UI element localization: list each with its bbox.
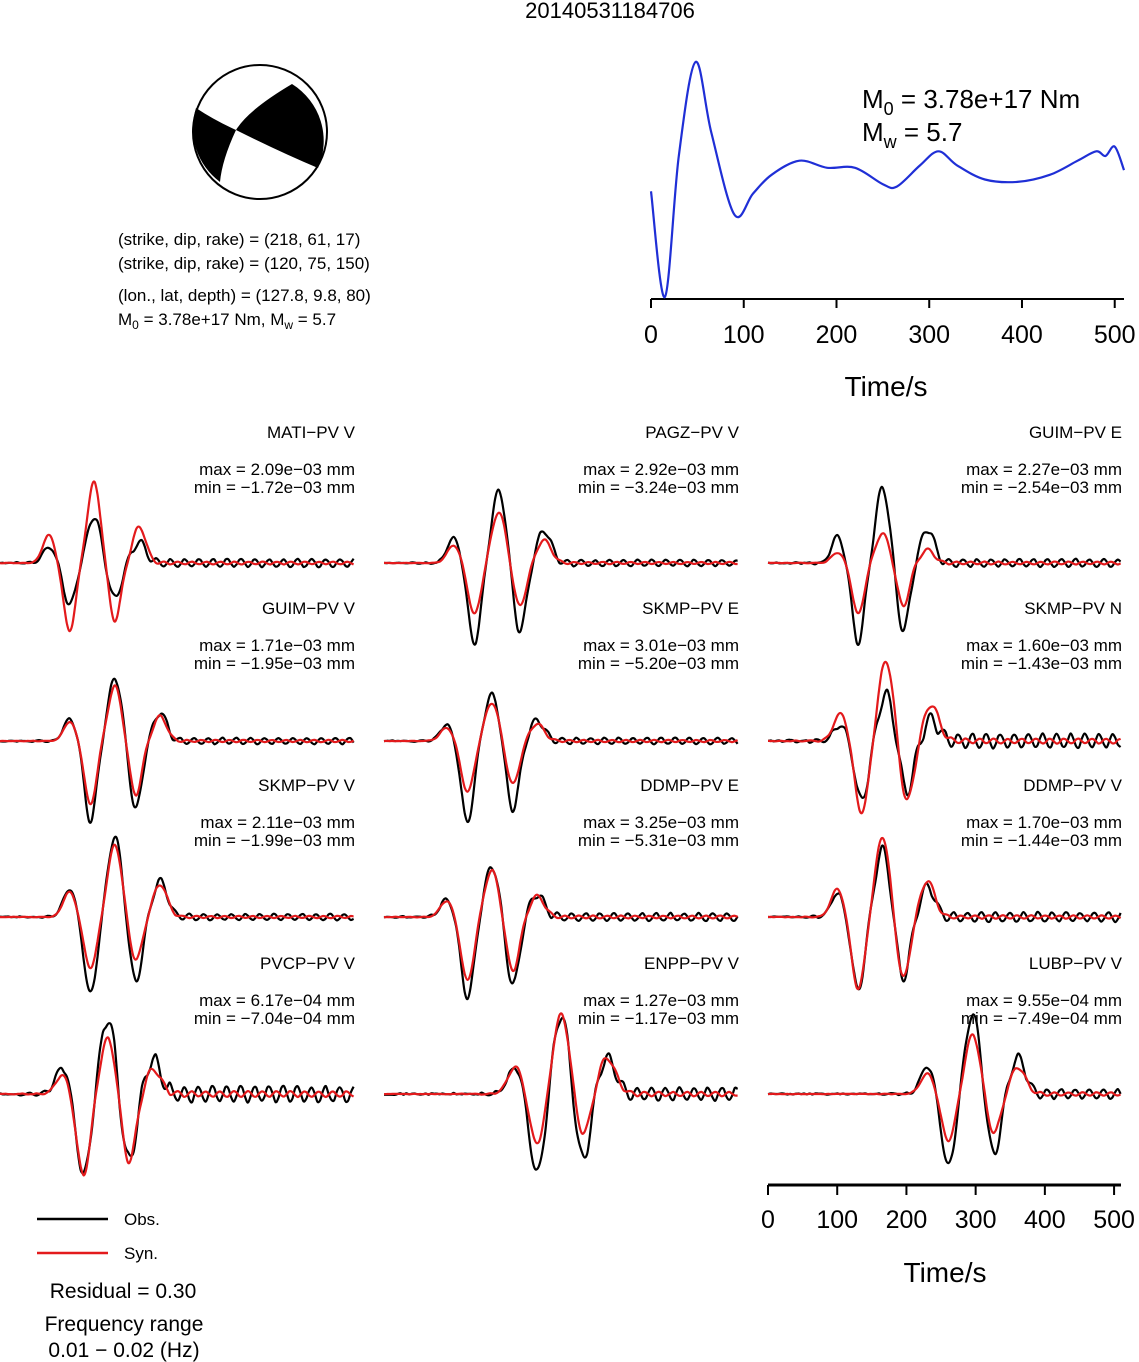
station-label: SKMP−PV E <box>642 599 739 618</box>
station-label: SKMP−PV V <box>258 776 355 795</box>
location-text: (lon., lat, depth) = (127.8, 9.8, 80) <box>118 286 371 305</box>
waveform-panel <box>768 954 1123 1163</box>
observed-trace <box>0 679 354 823</box>
synthetic-trace <box>0 845 354 968</box>
legend-obs-label: Obs. <box>124 1210 160 1229</box>
station-label: GUIM−PV E <box>1028 423 1122 442</box>
stf-moment-label <box>862 84 1080 152</box>
moment-text: $M_0 = 3.78e+17$ Nm, $M_w = 5.7$ <box>118 310 337 332</box>
observed-trace <box>384 490 738 645</box>
observed-trace <box>384 693 738 822</box>
min-label: min = −3.24e−03 mm <box>577 478 739 497</box>
max-label: max = 2.09e−03 mm <box>199 460 355 479</box>
freq-range-title: Frequency range <box>44 1313 204 1336</box>
wave-tick-label: 300 <box>954 1206 997 1234</box>
figure-title: 20140531184706 <box>525 0 695 23</box>
svg-text:Mw = 5.7: $M_w = 5.7$ <box>862 117 963 152</box>
waveform-panels <box>0 423 1123 1175</box>
min-label: min = −7.49e−04 mm <box>960 1009 1122 1028</box>
observed-trace <box>0 1023 354 1173</box>
min-label: min = −1.17e−03 mm <box>577 1009 739 1028</box>
wave-tick-label: 200 <box>885 1206 928 1234</box>
max-label: max = 9.55e−04 mm <box>966 991 1122 1010</box>
max-label: max = 2.27e−03 mm <box>966 460 1122 479</box>
waveform-time-axis <box>761 1185 1135 1288</box>
stf-tick-label: 200 <box>815 321 858 349</box>
max-label: max = 2.92e−03 mm <box>583 460 739 479</box>
synthetic-trace <box>0 1037 354 1175</box>
min-label: min = −7.04e−04 mm <box>193 1009 355 1028</box>
wave-tick-label: 500 <box>1093 1206 1135 1234</box>
station-label: DDMP−PV E <box>640 776 739 795</box>
station-label: ENPP−PV V <box>644 954 739 973</box>
wave-ticks <box>761 1185 1135 1234</box>
station-label: PVCP−PV V <box>260 954 355 973</box>
waveform-panel <box>0 954 356 1175</box>
min-label: min = −1.43e−03 mm <box>960 654 1122 673</box>
max-label: max = 1.27e−03 mm <box>583 991 739 1010</box>
max-label: max = 1.60e−03 mm <box>966 636 1122 655</box>
max-label: max = 3.25e−03 mm <box>583 813 739 832</box>
mechanism-text <box>118 230 371 332</box>
wave-tick-label: 0 <box>761 1206 775 1234</box>
station-label: MATI−PV V <box>266 423 355 442</box>
max-label: max = 1.71e−03 mm <box>199 636 355 655</box>
min-label: min = −1.95e−03 mm <box>193 654 355 673</box>
wave-tick-label: 100 <box>816 1206 859 1234</box>
station-label: SKMP−PV N <box>1024 599 1122 618</box>
synthetic-trace <box>768 1034 1121 1141</box>
station-label: GUIM−PV V <box>261 599 355 618</box>
observed-trace <box>384 867 738 999</box>
wave-xlabel: Time/s <box>903 1257 987 1288</box>
min-label: min = −5.20e−03 mm <box>577 654 739 673</box>
wave-tick-label: 400 <box>1024 1206 1066 1234</box>
synthetic-trace <box>384 1013 738 1143</box>
plane1-text: (strike, dip, rake) = (218, 61, 17) <box>118 230 361 249</box>
station-label: LUBP−PV V <box>1028 954 1122 973</box>
station-label: PAGZ−PV V <box>645 423 739 442</box>
plane2-text: (strike, dip, rake) = (120, 75, 150) <box>118 254 370 273</box>
stf-xlabel: Time/s <box>844 371 928 402</box>
min-label: min = −1.99e−03 mm <box>193 831 355 850</box>
observed-trace <box>768 487 1121 645</box>
residual-text: Residual = 0.30 <box>49 1280 197 1303</box>
stf-tick-label: 500 <box>1093 321 1136 349</box>
max-label: max = 6.17e−04 mm <box>199 991 355 1010</box>
svg-text:M0 = 3.78e+17 Nm: $M_0 = 3.78e+17$ Nm <box>862 84 1081 119</box>
waveform-panel <box>384 954 740 1170</box>
min-label: min = −1.44e−03 mm <box>960 831 1122 850</box>
min-label: min = −2.54e−03 mm <box>960 478 1122 497</box>
min-label: min = −5.31e−03 mm <box>577 831 739 850</box>
max-label: max = 3.01e−03 mm <box>583 636 739 655</box>
min-label: min = −1.72e−03 mm <box>193 478 355 497</box>
freq-range-value: 0.01 − 0.02 (Hz) <box>48 1339 200 1362</box>
stf-ticks <box>644 299 1136 349</box>
station-label: DDMP−PV V <box>1023 776 1122 795</box>
stf-tick-label: 400 <box>1001 321 1043 349</box>
stf-tick-label: 300 <box>908 321 951 349</box>
max-label: max = 1.70e−03 mm <box>966 813 1122 832</box>
legend-syn-label: Syn. <box>124 1244 159 1263</box>
stf-tick-label: 100 <box>722 321 765 349</box>
stf-chart <box>644 62 1136 402</box>
max-label: max = 2.11e−03 mm <box>200 813 355 832</box>
legend <box>37 1210 203 1362</box>
observed-trace <box>768 1014 1121 1163</box>
stf-tick-label: 0 <box>644 321 658 349</box>
beachball <box>193 65 327 199</box>
